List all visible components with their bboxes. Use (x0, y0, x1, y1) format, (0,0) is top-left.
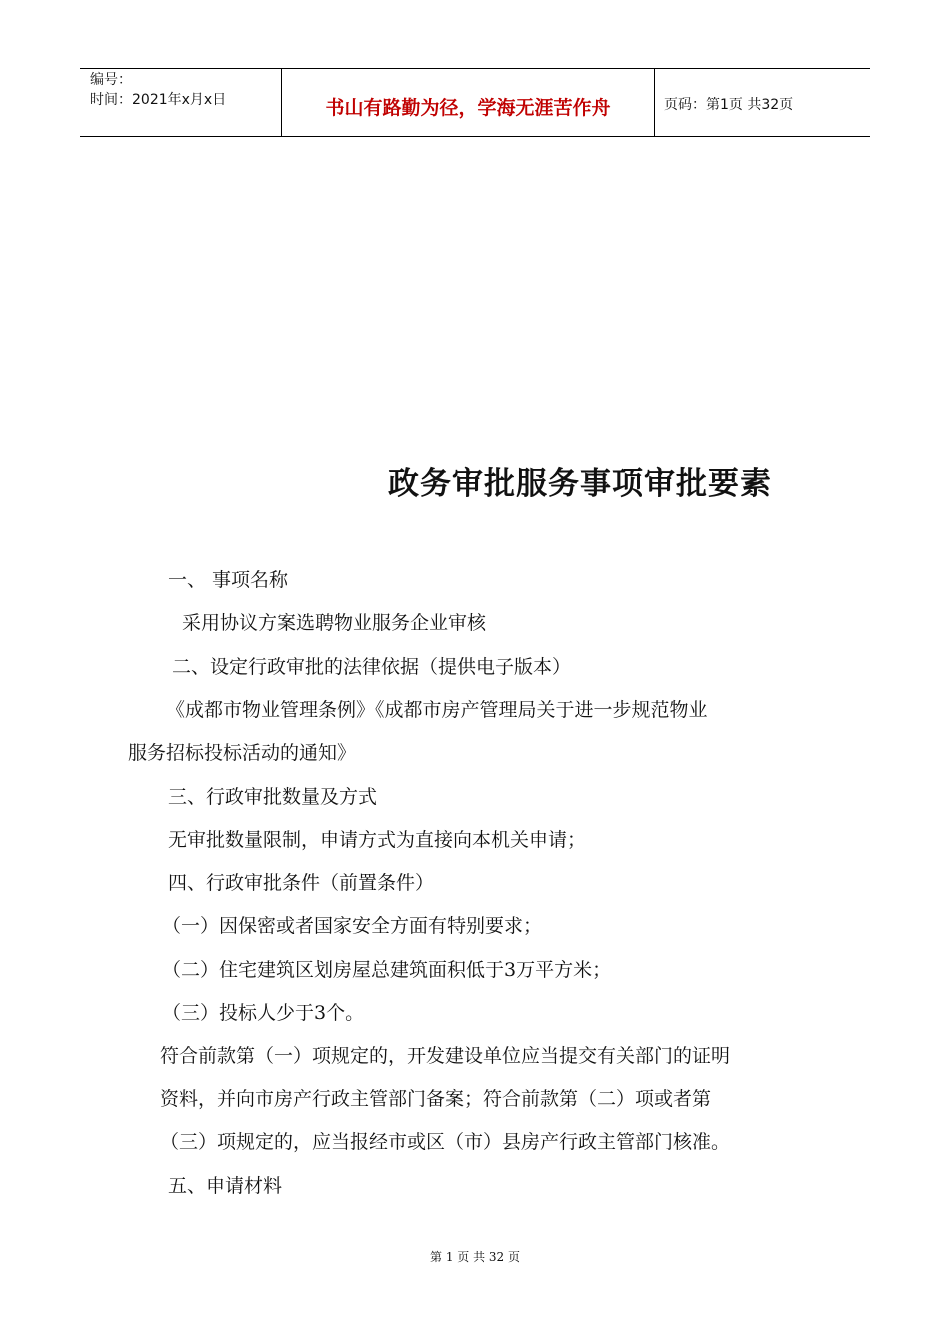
section-4-note-line-2: 资料，并向市房产行政主管部门备案；符合前款第（二）项或者第 (160, 1088, 712, 1110)
section-2-text-line-2: 服务招标投标活动的通知》 (128, 742, 357, 764)
section-1-text: 采用协议方案选聘物业服务企业审核 (182, 612, 487, 634)
header-divider-right (654, 68, 655, 136)
section-3-heading: 三、行政审批数量及方式 (168, 786, 378, 808)
header-bottom-border (80, 136, 870, 137)
section-4-item-1: （一）因保密或者国家安全方面有特别要求； (162, 915, 543, 937)
section-2-heading: 二、设定行政审批的法律依据（提供电子版本） (172, 656, 572, 678)
header-top-border (80, 68, 870, 69)
document-title: 政务审批服务事项审批要素 (388, 466, 772, 502)
section-4-note-line-1: 符合前款第（一）项规定的，开发建设单位应当提交有关部门的证明 (160, 1045, 731, 1067)
page-footer: 第 1 页 共 32 页 (430, 1250, 520, 1264)
section-4-item-2: （二）住宅建筑区划房屋总建筑面积低于3万平方米； (162, 959, 612, 981)
header-motto: 书山有路勤为径，学海无涯苦作舟 (325, 97, 611, 119)
document-time-label: 时间：2021年x月x日 (90, 92, 227, 108)
header-info (90, 70, 226, 110)
section-2-text-line-1: 《成都市物业管理条例》《成都市房产管理局关于进一步规范物业 (166, 699, 708, 721)
section-3-text: 无审批数量限制，申请方式为直接向本机关申请； (168, 829, 587, 851)
section-4-note-line-3: （三）项规定的，应当报经市或区（市）县房产行政主管部门核准。 (160, 1131, 731, 1153)
section-4-heading: 四、行政审批条件（前置条件） (168, 872, 435, 894)
section-4-item-3: （三）投标人少于3个。 (162, 1002, 365, 1024)
section-1-heading: 一、 事项名称 (168, 569, 289, 591)
header-page-info: 页码：第1页 共32页 (664, 97, 794, 113)
section-5-heading: 五、申请材料 (168, 1175, 283, 1197)
document-number-label: 编号： (90, 72, 132, 88)
